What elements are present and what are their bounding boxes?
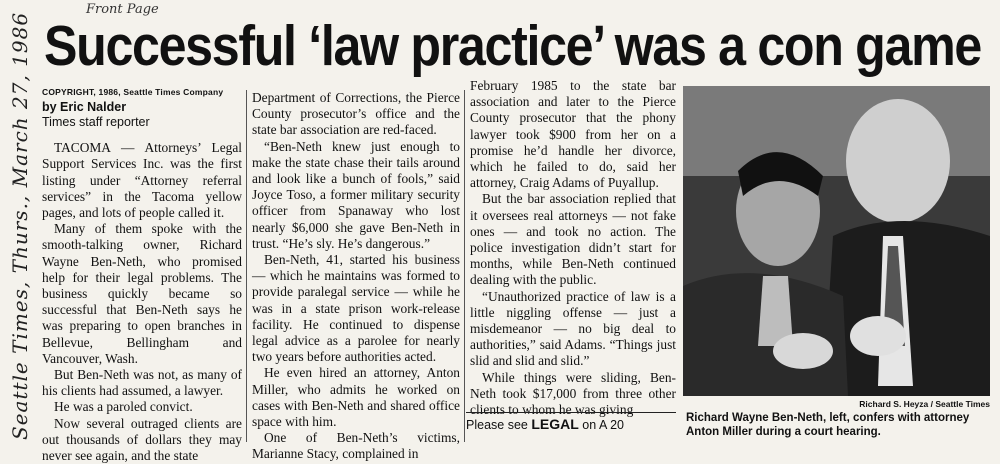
headline: Successful ‘law practice’ was a con game — [44, 14, 981, 78]
photo-credit: Richard S. Heyza / Seattle Times — [859, 399, 990, 409]
paragraph: Many of them spoke with the smooth-talking owner, Richard Wayne Ben-Neth, who promised help for their legal problems. The business quickly became so successful that Ben-Neth says he was preparing to open branches in Bellevue, Bellingham and Vancouver, Wash. — [42, 221, 242, 366]
byline-title: Times staff reporter — [42, 115, 150, 130]
jump-suffix: on A 20 — [582, 418, 624, 432]
article-column-1 — [42, 84, 242, 464]
news-photo — [683, 86, 990, 396]
paragraph: He even hired an attorney, Anton Miller, who admits he worked on cases with Ben-Neth and shared office space with him. — [252, 365, 460, 430]
paragraph: But Ben-Neth was not, as many of his clients had assumed, a lawyer. — [42, 367, 242, 399]
paragraph: Ben-Neth, 41, started his business — which he maintains was formed to provide paralegal service — while he was in a state prison work-release facility. He continued to dispense legal advice as a parolee for nearly two years before authorities acted. — [252, 252, 460, 365]
copyright-line: COPYRIGHT, 1986, Seattle Times Company — [42, 87, 224, 97]
jump-line — [466, 412, 676, 434]
article-column-2 — [252, 90, 460, 463]
handwritten-page-note: Front Page — [86, 2, 159, 17]
handwritten-margin-note: Seattle Times, Thurs., March 27, 1986 — [8, 11, 32, 440]
column-rule — [464, 90, 465, 442]
column-rule — [246, 90, 247, 442]
jump-keyword: LEGAL — [531, 416, 579, 432]
photo-image — [683, 86, 990, 396]
paragraph: “Ben-Neth knew just enough to make the state chase their tails around and look like a bunch of fools,” said Joyce Toso, a former military security officer from Spanaway who lost nearly $6,000 she gave Ben-Neth in trust. “He’s sly. He’s dangerous.” — [252, 138, 460, 251]
paragraph: One of Ben-Neth’s victims, Marianne Stacy, complained in — [252, 430, 460, 462]
photo-caption: Richard Wayne Ben-Neth, left, confers with attorney Anton Miller during a court hearing. — [686, 412, 970, 438]
paragraph: But the bar association replied that it oversees real attorneys — not fake ones — and took no action. The police investigation didn’t start for months, while Ben-Neth continued dealing with the public. — [470, 191, 676, 288]
byline: by Eric Nalder — [42, 100, 127, 115]
paragraph: Department of Corrections, the Pierce County prosecutor’s office and the state bar association are red-faced. — [252, 90, 460, 138]
jump-prefix: Please see — [466, 418, 528, 432]
paragraph: TACOMA — Attorneys’ Legal Support Services Inc. was the first listing under “Attorney referral services” in the Tacoma yellow pages, and lots of people called it. — [42, 140, 242, 221]
paragraph: “Unauthorized practice of law is a little niggling offense — just a misdemeanor — no big deal to authorities,” said Adams. “Things just slid and slid and slid.” — [470, 288, 676, 369]
paragraph: February 1985 to the state bar association and later to the Pierce County prosecutor that the phony lawyer took $900 from her on a promise he’d handle her divorce, which he failed to do, said her attorney, Craig Adams of Puyallup. — [470, 78, 676, 191]
article-column-3 — [470, 78, 676, 418]
paragraph: He was a paroled convict. — [54, 399, 193, 415]
paragraph: Now several outraged clients are out thousands of dollars they may never see again, and the state — [42, 415, 242, 464]
paragraph: While things were sliding, Ben-Neth took $17,000 from three other clients to whom he was giving — [470, 369, 676, 418]
